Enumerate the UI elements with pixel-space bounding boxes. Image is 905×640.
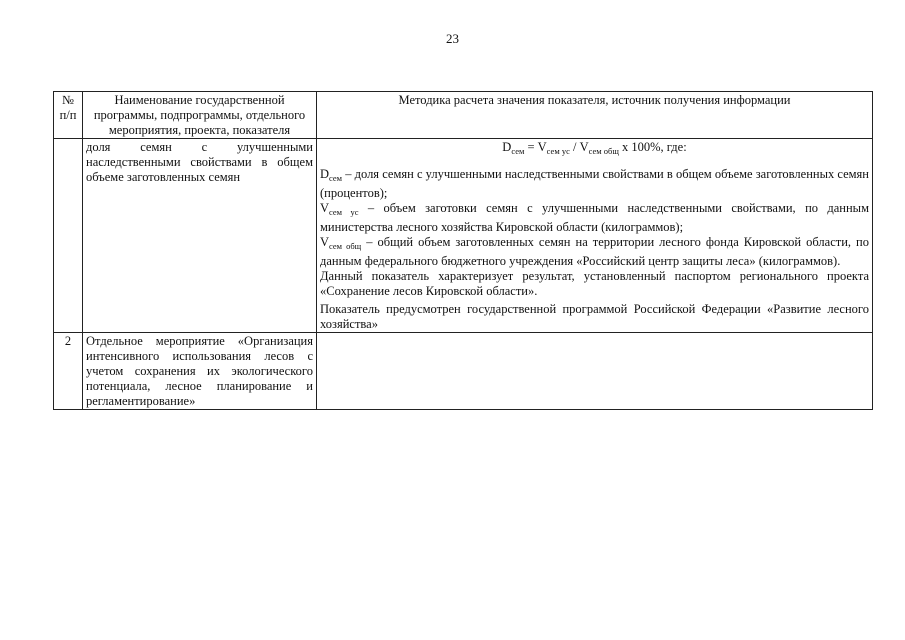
row1-name-text: доля семян с улучшенными наследственными свойствами в общем объеме заготовленных семян [86,140,313,184]
header-number-text: № п/п [59,93,77,122]
formula-lhs: D [502,140,512,154]
table-row [54,333,873,410]
def3-symbol: V [320,235,330,249]
formula-line [320,140,869,159]
header-method-text: Методика расчета значения показателя, источник получения информации [398,93,791,107]
row2-method [317,333,873,410]
def2-text: – объем заготовки семян с улучшенными наследственными свойствами, по данным министерства лесного хозяйства Кировской области (килограммов); [320,201,869,234]
header-name [83,92,317,139]
formula-div: / V [569,140,589,154]
def2-sub: сем ус [329,207,359,217]
header-method [317,92,873,139]
table-header-row [54,92,873,139]
row2-name [83,333,317,410]
federal-program-note: Показатель предусмотрен государственной программой Российской Федерации «Развитие лесного хозяйства» [320,302,869,331]
row2-name-text: Отдельное мероприятие «Организация интенсивного использования лесов с учетом сохранения их экологического потенциала, лесное планирование и регламентирование» [86,334,313,408]
indicator-result-note: Данный показатель характеризует результат, установленный паспортом регионального проекта «Сохранение лесов Кировской области». [320,269,869,298]
def3-text: – общий объем заготовленных семян на территории лесного фонда Кировской области, по данным федерального бюджетного учреждения «Российский центр защиты леса» (килограммов). [320,235,869,268]
definition-d-sem [320,167,869,201]
header-name-text: Наименование государственной программы, подпрограммы, отдельного мероприятия, проекта, показателя [93,93,306,137]
row1-number [54,139,83,333]
formula-v2-sub: сем общ [588,146,619,156]
def1-symbol: D [320,167,330,181]
def1-text: – доля семян с улучшенными наследственными свойствами в общем объеме заготовленных семян (процентов); [320,167,869,200]
formula-lhs-sub: сем [511,146,525,156]
row1-name [83,139,317,333]
header-number [54,92,83,139]
table-row [54,139,873,333]
row2-number: 2 [54,333,83,410]
definition-v-sem-obsh [320,235,869,269]
def1-sub: сем [329,173,343,183]
row1-method [317,139,873,333]
formula-v1-sub: сем ус [546,146,570,156]
def3-sub: сем общ [329,241,362,251]
page-number: 23 [446,31,459,46]
def2-symbol: V [320,201,330,215]
formula-eq: = V [524,140,547,154]
formula-tail: x 100%, где: [618,140,687,154]
definition-v-sem-us [320,201,869,235]
indicator-table [53,91,873,410]
